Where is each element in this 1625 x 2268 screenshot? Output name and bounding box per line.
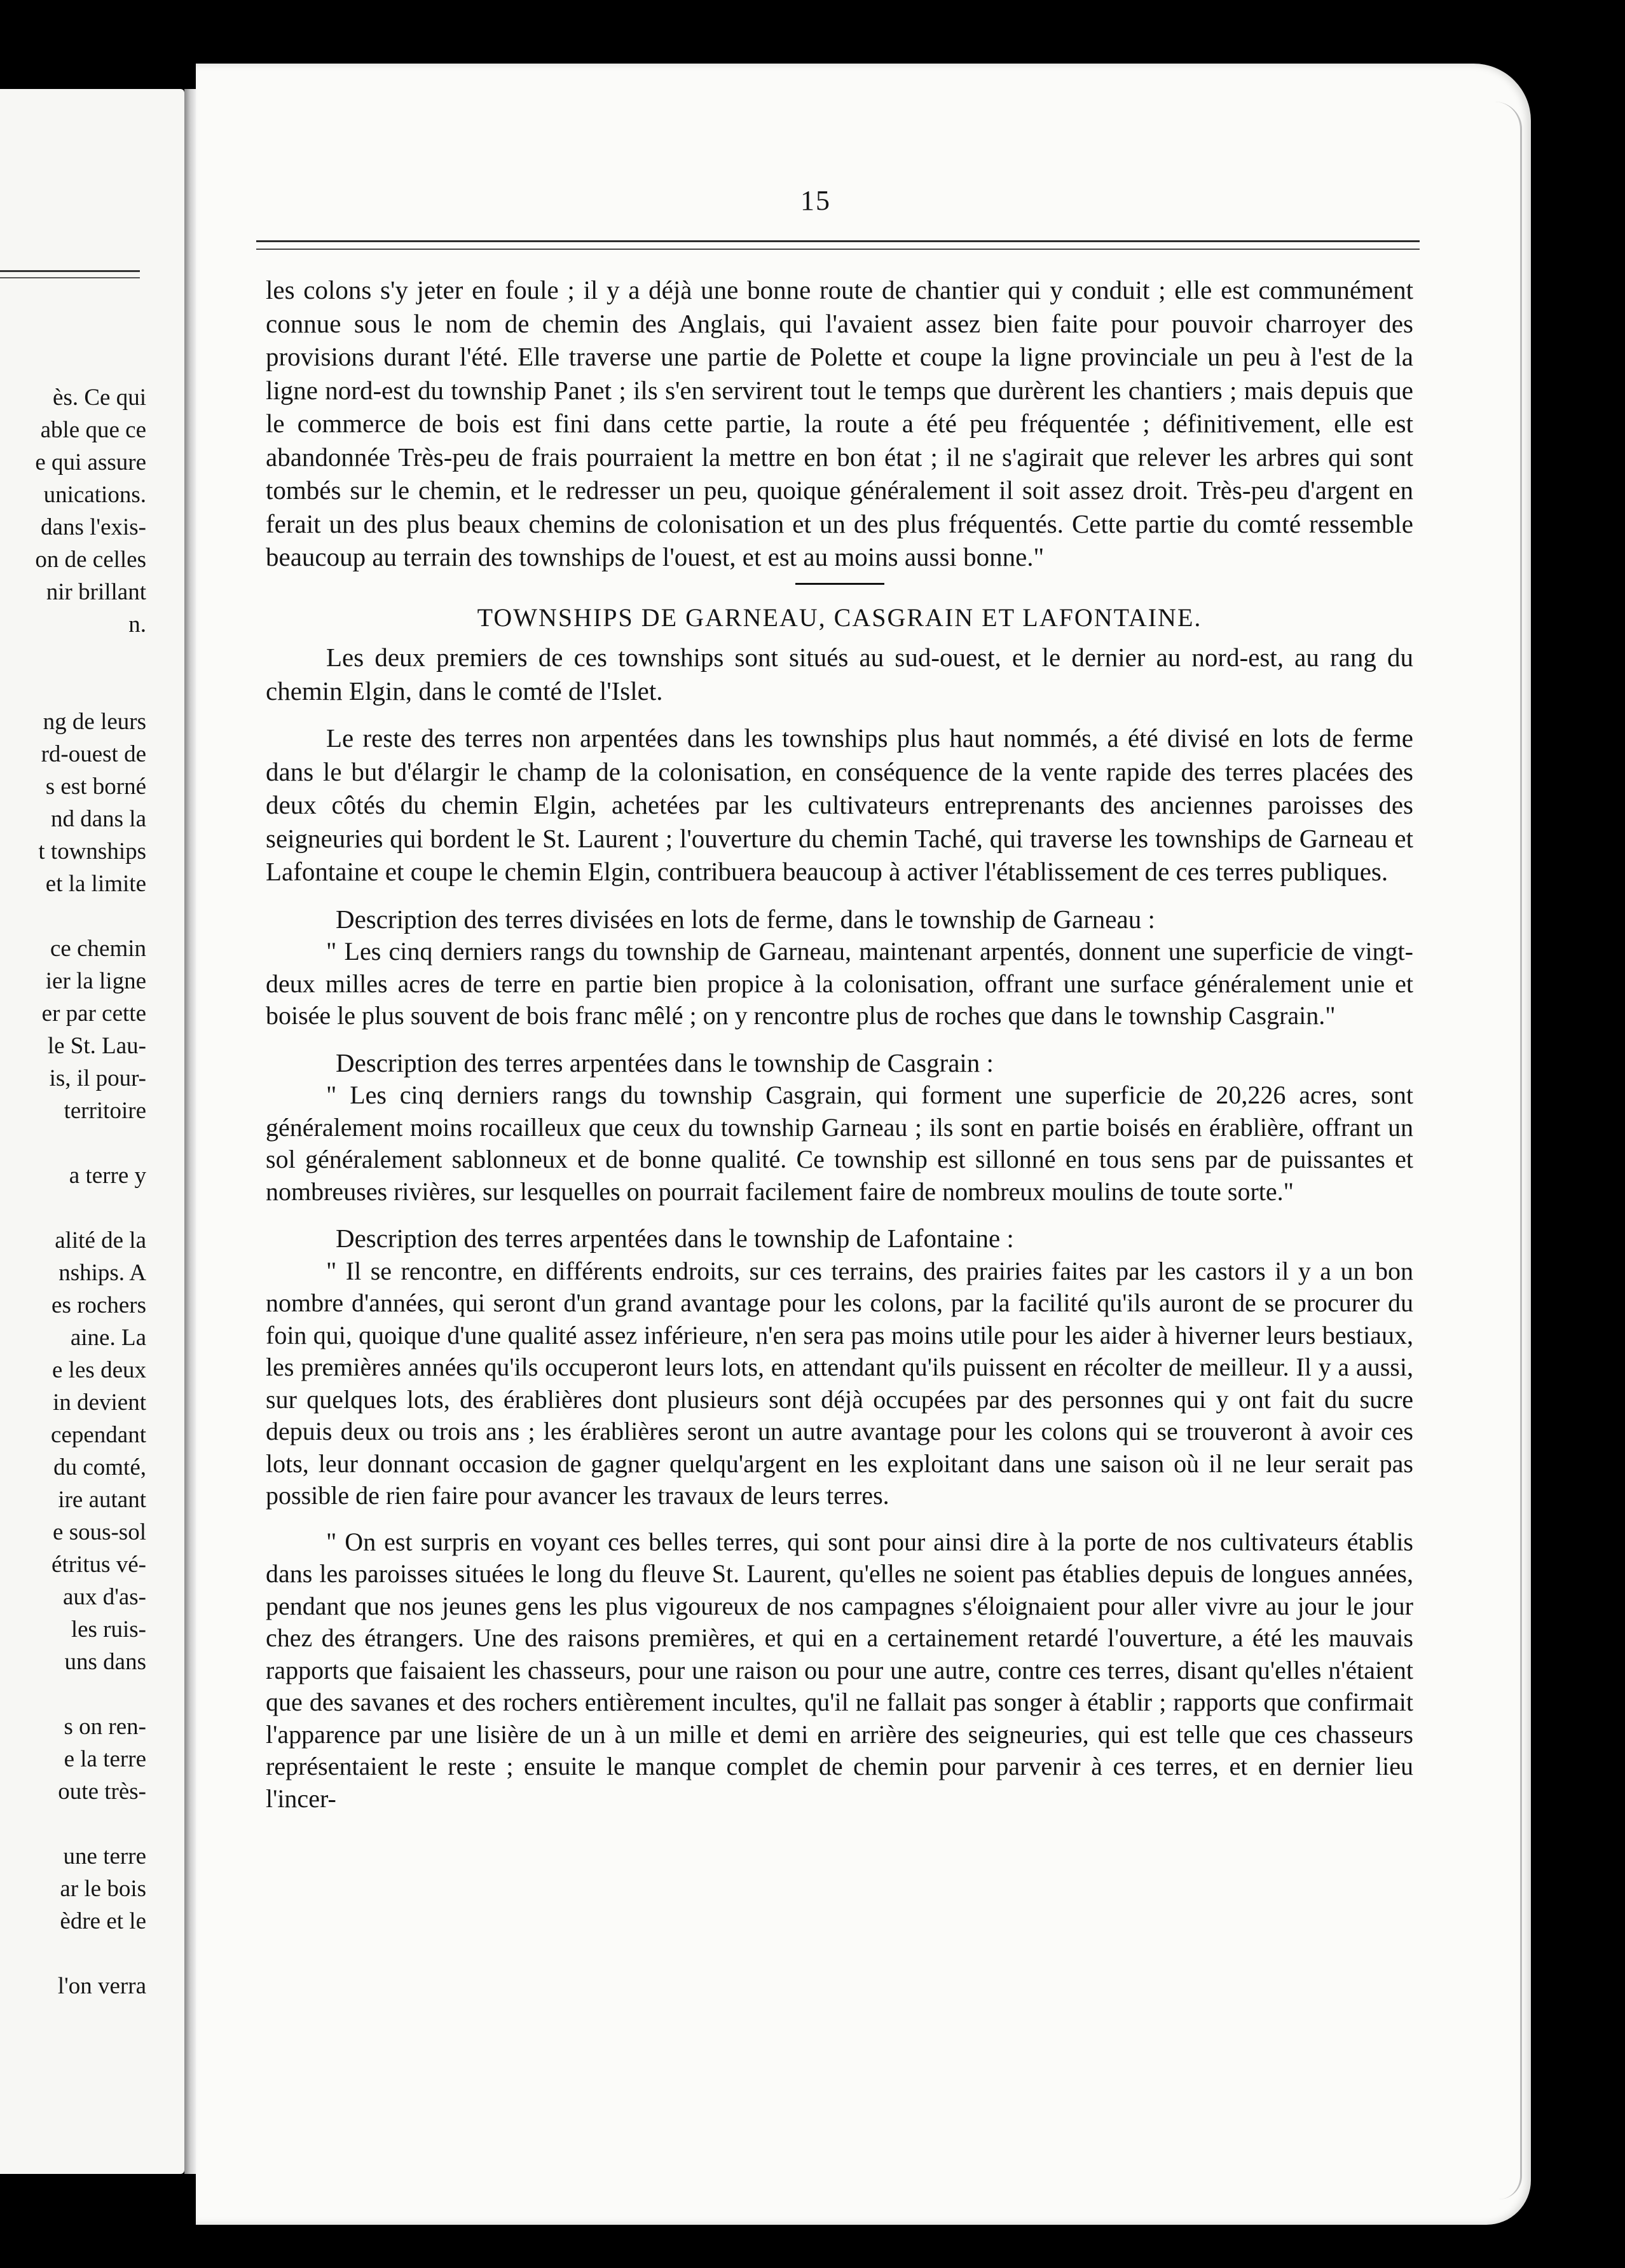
- left-page-line: les ruis-: [71, 1616, 146, 1643]
- left-page-line: ier la ligne: [45, 968, 146, 994]
- left-page-line: oute très-: [58, 1779, 146, 1805]
- paragraph-reste: Le reste des terres non arpentées dans les townships plus haut nommés, a été divisé en lots de ferme dans le but d'élargir le champ de la colonisation, en conséquence de la vente rapide des terres placées des deux côtés du chemin Elgin, achetées par les cultivateurs entreprenants des anciennes paroisses des seigneuries qui bordent le St. Laurent ; l'ouverture du chemin Taché, qui traverse les townships de Garneau et Lafontaine et coupe le chemin Elgin, contribuera beaucoup à activer l'établissement de ces terres publiques.: [266, 723, 1413, 886]
- page-body: [266, 273, 1413, 1815]
- page-edge: [1495, 102, 1522, 2199]
- left-page-line: a terre y: [69, 1163, 146, 1189]
- left-page-line: e la terre: [64, 1746, 146, 1772]
- left-page-line: es rochers: [51, 1292, 146, 1318]
- left-page-line: [0, 673, 146, 706]
- left-page-line: s est borné: [45, 774, 146, 800]
- left-page-line: territoire: [64, 1098, 146, 1124]
- left-page-line: uns dans: [64, 1649, 146, 1675]
- left-page-line: n.: [128, 611, 146, 638]
- left-page-line: aine. La: [70, 1325, 146, 1351]
- left-page-fragment: [0, 89, 184, 2174]
- page-number: 15: [800, 185, 831, 216]
- left-page-line: ng de leurs: [43, 709, 146, 735]
- left-page-line: is, il pour-: [49, 1065, 146, 1091]
- paragraph-situation: Les deux premiers de ces townships sont situés au sud-ouest, et le dernier au nord-est, au rang du chemin Elgin, dans le comté de l'Islet.: [266, 643, 1413, 706]
- left-page-line: [0, 641, 146, 673]
- left-page-line: s on ren-: [64, 1714, 146, 1740]
- left-page-line: [0, 1937, 146, 1970]
- left-page-line: ire autant: [58, 1487, 146, 1513]
- left-page-line: cependant: [51, 1422, 146, 1448]
- left-page-line: nd dans la: [50, 806, 146, 832]
- left-page-line: e qui assure: [35, 449, 146, 475]
- left-page-line: étritus vé-: [51, 1552, 146, 1578]
- left-page-line: [0, 1678, 146, 1711]
- left-page-line: e les deux: [52, 1357, 146, 1383]
- left-page-rule: [0, 270, 140, 278]
- left-page-line: èdre et le: [60, 1908, 146, 1934]
- quote-garneau: " Les cinq derniers rangs du township de Garneau, maintenant arpentés, donnent une superficie de vingt-deux milles acres de terre en partie bien propice à la colonisation, offrant une surface généralement unie et boisée le plus souvent de bois franc mêlé ; on y rencontre plus de roches que dans le township Casgrain.": [266, 937, 1413, 1030]
- left-page-line: du comté,: [53, 1454, 146, 1480]
- left-page-line: [0, 1808, 146, 1840]
- left-page-line: alité de la: [55, 1227, 146, 1254]
- left-page-line: nships. A: [58, 1260, 146, 1286]
- left-page-line: er par cette: [41, 1001, 146, 1027]
- left-page-line: on de celles: [35, 547, 146, 573]
- quote-lafontaine-part-1: " Il se rencontre, en différents endroits, sur ces terrains, des prairies faites par les castors il y a un bon nombre d'années, qui seront d'un grand avantage pour les colons, par la facilité qu'ils auront de se procurer du foin qui, quoique d'une qualité assez inférieure, n'en sera pas moins utile pour les aider à hiverner leurs bestiaux, les premières années qu'ils occuperont leurs lots, en attendant qu'ils puissent en récolter de meilleur. Il y a aussi, sur quelques lots, des érablières dont plusieurs sont déjà occupées par des personnes qui y ont fait du sucre depuis deux ou trois ans ; les érablières seront un autre avantage pour les colons qui se trouveront à avoir ces lots, leur donnant occasion de gagner quelqu'argent en les exploitant dans une saison où il ne leur serait pas possible de rien faire pour avancer les travaux de leurs terres.: [266, 1256, 1413, 1510]
- description-casgrain: Description des terres arpentées dans le township de Casgrain :: [336, 1048, 994, 1077]
- left-page-line: unications.: [43, 482, 146, 508]
- left-page-line: aux d'as-: [63, 1584, 146, 1610]
- continuation-paragraph: les colons s'y jeter en foule ; il y a déjà une bonne route de chantier qui y conduit ; elle est communément connue sous le nom de chemin des Anglais, qui l'avaient assez bien faite pour pouvoir charroyer des provisions durant l'été. Elle traverse une partie de Polette et coupe la ligne provinciale un peu à l'est de la ligne nord-est du township Panet ; ils s'en servirent tout le temps que durèrent les chantiers ; mais depuis que le commerce de bois est fini dans cette partie, la route a été peu fréquentée ; définitivement, elle est abandonnée Très-peu de frais pourraient la mettre en bon état ; il ne s'agirait que relever les arbres qui sont tombés sur le chemin, et le redresser un peu, quoique généralement il soit assez droit. Très-peu d'argent en ferait un des plus beaux chemins de colonisation et un des plus fréquentés. Cette partie du comté ressemble beaucoup au terrain des townships de l'ouest, et est au moins aussi bonne.": [266, 275, 1413, 571]
- description-garneau: Description des terres divisées en lots de ferme, dans le township de Garneau :: [336, 904, 1155, 934]
- book-spine: [184, 89, 196, 2174]
- left-page-line: nir brillant: [46, 579, 146, 605]
- section-divider: [795, 583, 884, 585]
- left-page-line: rd-ouest de: [41, 741, 146, 767]
- left-page-line: [0, 900, 146, 932]
- left-page-line: une terre: [63, 1843, 146, 1869]
- left-page-line: ar le bois: [60, 1876, 146, 1902]
- description-lafontaine: Description des terres arpentées dans le township de Lafontaine :: [336, 1224, 1014, 1253]
- quote-casgrain: " Les cinq derniers rangs du township Casgrain, qui forment une superficie de 20,226 acres, sont généralement moins rocailleux que ceux du township Garneau ; ils sont en partie boisés en érablière, offrant un sol généralement sablonneux et de bonne qualité. Ce township est sillonné en tous sens par de puissantes et nombreuses rivières, sur lesquelles on pourrait facilement faire de nombreux moulins de toute sorte.": [266, 1081, 1413, 1206]
- left-page-line: in devient: [53, 1390, 146, 1416]
- left-page-line: able que ce: [40, 417, 146, 443]
- left-page-line: dans l'exis-: [41, 514, 146, 540]
- left-page-line: [0, 1127, 146, 1159]
- quote-lafontaine-part-2: " On est surpris en voyant ces belles terres, qui sont pour ainsi dire à la porte de nos cultivateurs établis dans les paroisses situées le long du fleuve St. Laurent, qu'elles ne soient pas établies depuis de longues années, pendant que nos jeunes gens les plus vigoureux de nos campagnes s'éloignaient pour aller vivre au jour le jour chez des étrangers. Une des raisons premières, et qui en a certainement retardé l'ouverture, a été les mauvais rapports que faisaient les chasseurs, pour une raison ou pour une autre, contre ces terres, disant qu'elles n'étaient que des savanes et des rochers entièrement incultes, qu'il ne fallait pas songer à établir ; rapports que confirmait l'apparence par une lisière de un à un mille et demi en arrière des seigneuries, qui est telle que ces chasseurs représentaient le reste ; ensuite le manque complet de chemin pour parvenir à ces terres, et en dernier lieu l'incer-: [266, 1527, 1413, 1813]
- left-page-line: [0, 1192, 146, 1224]
- left-page-line: et la limite: [45, 871, 146, 897]
- left-page-line: ce chemin: [50, 936, 146, 962]
- right-page: [196, 64, 1531, 2225]
- section-heading: TOWNSHIPS DE GARNEAU, CASGRAIN ET LAFONTAINE.: [477, 603, 1202, 632]
- left-page-line: ès. Ce qui: [53, 385, 146, 411]
- header-rule: [256, 240, 1420, 250]
- left-page-line: e sous-sol: [53, 1519, 146, 1545]
- left-page-line: l'on verra: [57, 1973, 146, 1999]
- left-page-line: t townships: [38, 838, 146, 864]
- left-page-text: [0, 381, 146, 2002]
- left-page-line: le St. Lau-: [47, 1033, 146, 1059]
